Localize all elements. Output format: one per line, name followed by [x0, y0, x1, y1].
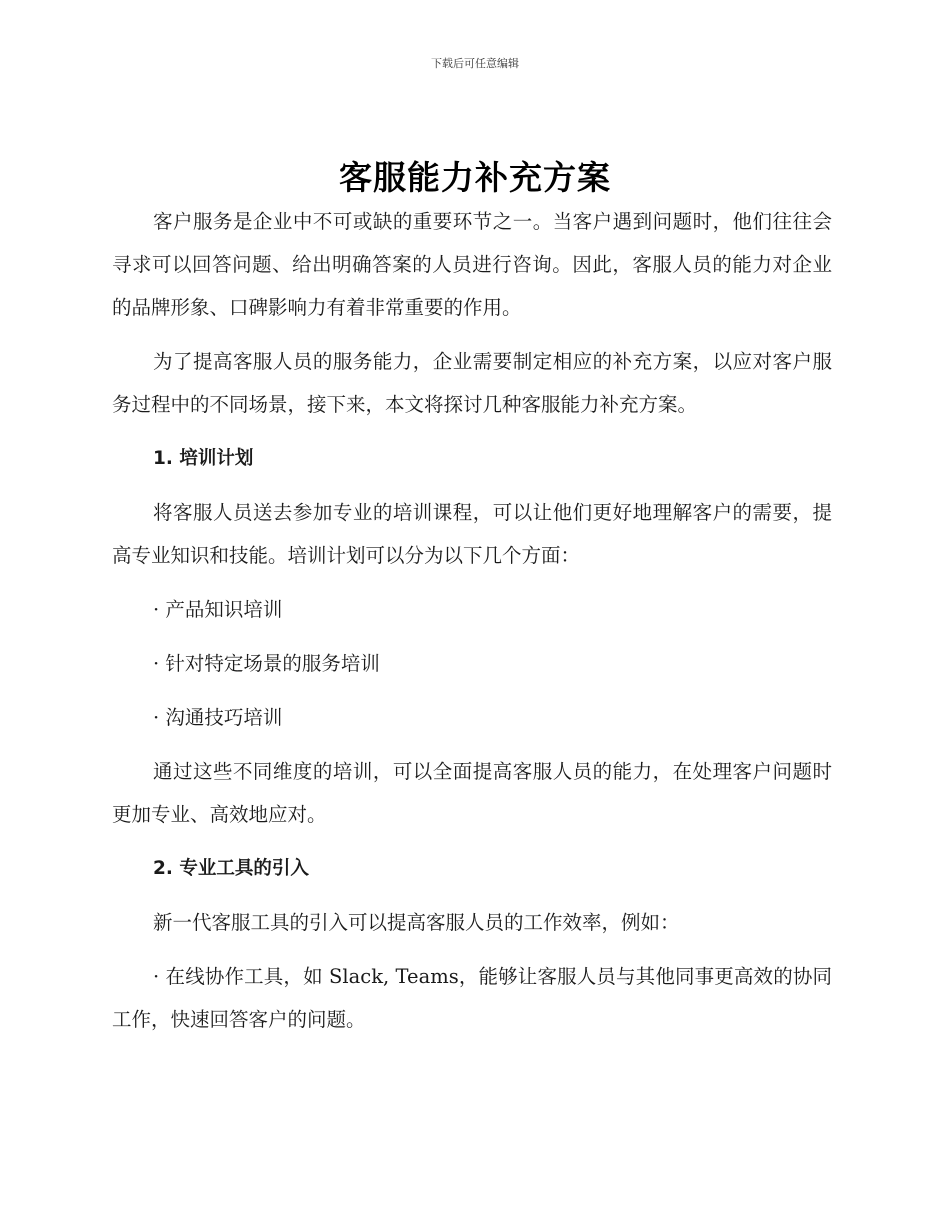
section-2-paragraph: 新一代客服工具的引入可以提高客服人员的工作效率，例如：	[153, 911, 680, 934]
section-1-bullet: · 针对特定场景的服务培训	[153, 652, 380, 675]
section-1-bullet: · 产品知识培训	[153, 598, 283, 621]
section-1-conclusion: 通过这些不同维度的培训，可以全面提高客服人员的能力，在处理客户问题时更加专业、高效地应对。	[112, 760, 832, 826]
section-1-bullet: · 沟通技巧培训	[153, 706, 283, 729]
header-note: 下载后可任意编辑	[431, 57, 519, 70]
section-2-heading: 2. 专业工具的引入	[153, 858, 309, 879]
section-1-heading: 1. 培训计划	[153, 448, 254, 469]
intro-paragraph-1: 客户服务是企业中不可或缺的重要环节之一。当客户遇到问题时，他们往往会寻求可以回答问题、给出明确答案的人员进行咨询。因此，客服人员的能力对企业的品牌形象、口碑影响力有着非常重要的作用。	[112, 210, 832, 319]
intro-paragraph-2: 为了提高客服人员的服务能力，企业需要制定相应的补充方案，以应对客户服务过程中的不同场景，接下来，本文将探讨几种客服能力补充方案。	[112, 350, 832, 416]
section-1-paragraph: 将客服人员送去参加专业的培训课程，可以让他们更好地理解客户的需要，提高专业知识和技能。培训计划可以分为以下几个方面：	[112, 501, 832, 567]
document-body	[112, 200, 832, 1041]
section-2-bullet: · 在线协作工具，如 Slack, Teams，能够让客服人员与其他同事更高效的协同工作，快速回答客户的问题。	[112, 965, 832, 1031]
page-title: 客服能力补充方案	[339, 158, 611, 197]
